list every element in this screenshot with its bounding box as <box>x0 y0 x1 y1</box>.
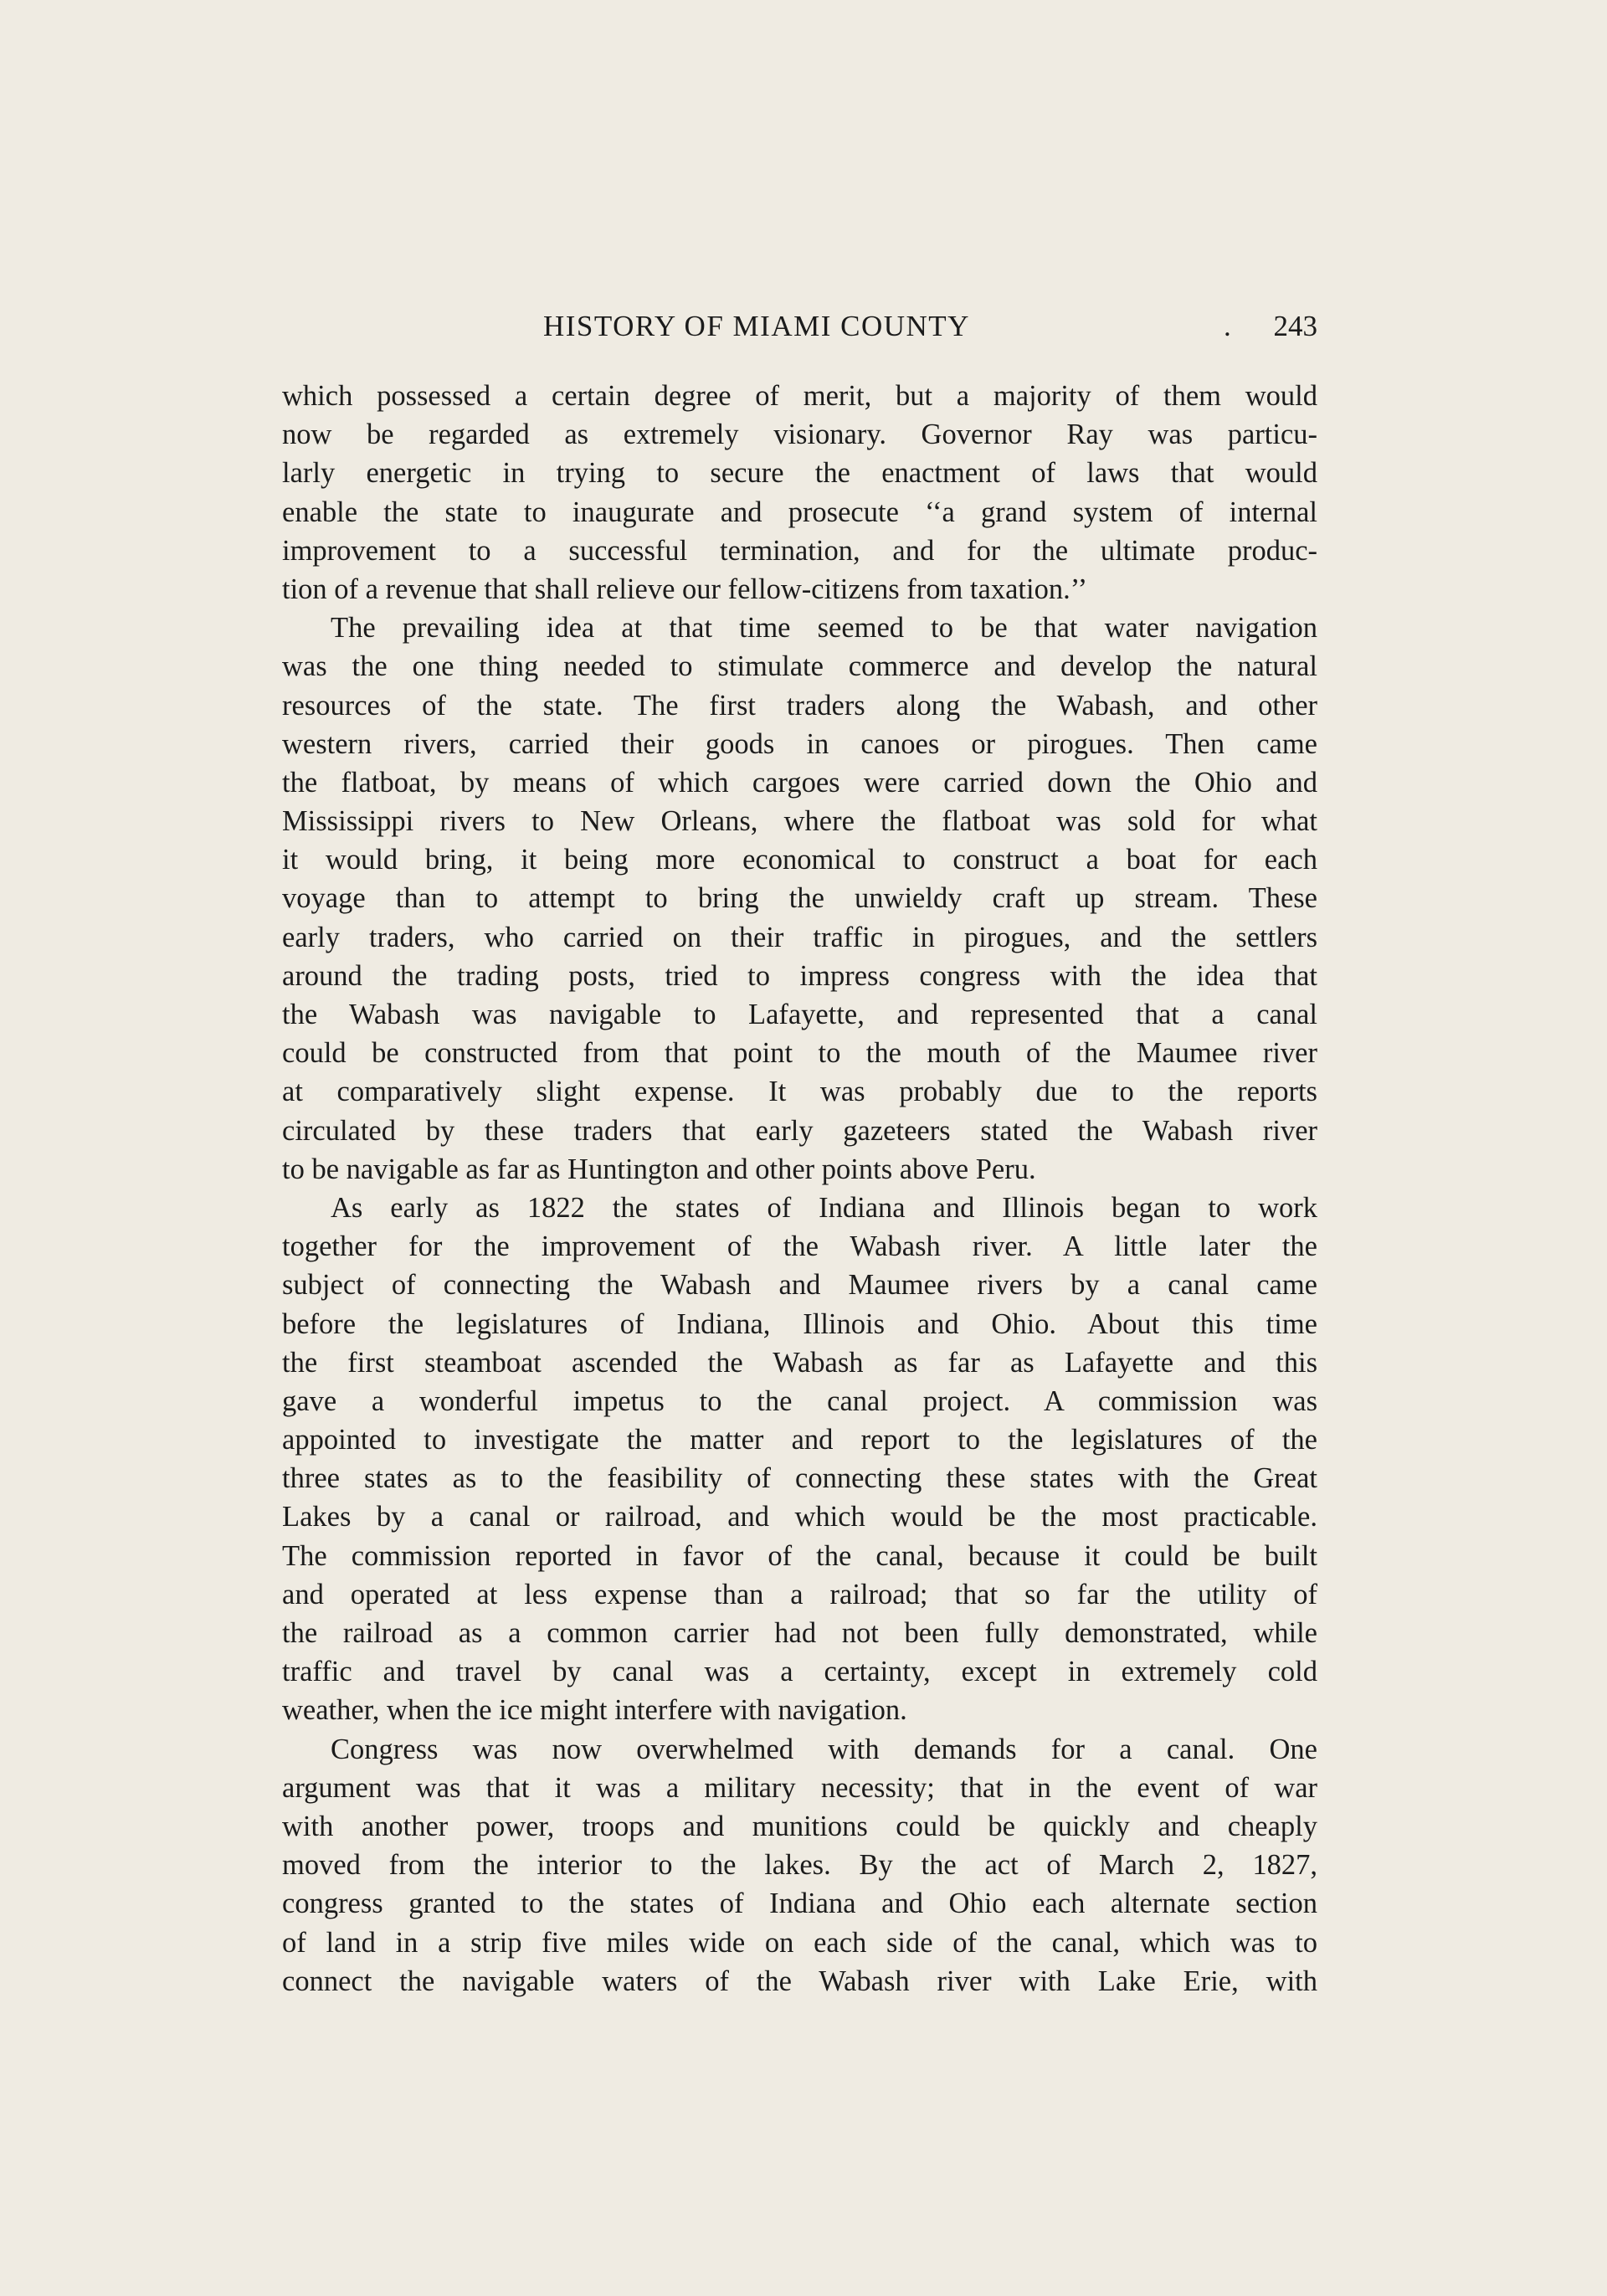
text-line: to be navigable as far as Huntington and other points above Peru. <box>282 1153 1036 1185</box>
text-line: three states as to the feasibility of connecting these states with the Great <box>282 1462 1317 1495</box>
text-line: tion of a revenue that shall relieve our fellow-citizens from taxation.’’ <box>282 573 1088 605</box>
text-line: was the one thing needed to stimulate commerce and develop the natural <box>282 650 1317 683</box>
text-line: gave a wonderful impetus to the canal project. A commission was <box>282 1384 1317 1417</box>
text-line: it would bring, it being more economical to construct a boat for each <box>282 844 1317 876</box>
text-line: the Wabash was navigable to Lafayette, and represented that a canal <box>282 999 1317 1030</box>
running-head-dot: . <box>1224 310 1233 342</box>
text-line: subject of connecting the Wabash and Maumee rivers by a canal came <box>282 1269 1317 1302</box>
paragraph-1 <box>282 377 1317 609</box>
text-line: could be constructed from that point to the mouth of the Maumee river <box>282 1037 1317 1070</box>
text-line: resources of the state. The first traders along the Wabash, and other <box>282 689 1317 722</box>
text-line: circulated by these traders that early gazeteers stated the Wabash river <box>282 1114 1317 1147</box>
paragraph-3 <box>282 1189 1317 1730</box>
text-line: enable the state to inaugurate and prosecute ‘‘a grand system of internal <box>282 496 1317 528</box>
text-line: around the trading posts, tried to impress congress with the idea that <box>282 959 1317 992</box>
text-line: congress granted to the states of Indiana and Ohio each alternate section <box>282 1888 1317 1920</box>
text-line: now be regarded as extremely visionary. Governor Ray was particu- <box>282 419 1317 451</box>
text-line: As early as 1822 the states of Indiana and Illinois began to work <box>331 1191 1317 1224</box>
text-line: and operated at less expense than a railroad; that so far the utility of <box>282 1578 1317 1610</box>
paragraph-4 <box>282 1730 1317 2001</box>
text-line: traffic and travel by canal was a certainty, except in extremely cold <box>282 1656 1317 1688</box>
paragraph-2 <box>282 609 1317 1189</box>
text-line: larly energetic in trying to secure the enactment of laws that would <box>282 457 1317 490</box>
running-head-title: HISTORY OF MIAMI COUNTY <box>543 310 970 342</box>
text-line: of land in a strip five miles wide on each side of the canal, which was to <box>282 1926 1317 1959</box>
running-head <box>282 310 1317 352</box>
text-line: which possessed a certain degree of merit, but a majority of them would <box>282 380 1317 412</box>
text-line: Mississippi rivers to New Orleans, where the flatboat was sold for what <box>282 805 1317 838</box>
text-line: Congress was now overwhelmed with demands for a canal. One <box>331 1733 1317 1765</box>
text-line: together for the improvement of the Wabash river. A little later the <box>282 1230 1317 1263</box>
text-line: the railroad as a common carrier had not been fully demonstrated, while <box>282 1617 1317 1649</box>
text-line: appointed to investigate the matter and report to the legislatures of the <box>282 1424 1317 1456</box>
text-line: voyage than to attempt to bring the unwieldy craft up stream. These <box>282 882 1317 915</box>
text-line: the first steamboat ascended the Wabash as far as Lafayette and this <box>282 1346 1317 1379</box>
text-line: weather, when the ice might interfere with navigation. <box>282 1694 907 1727</box>
text-line: argument was that it was a military necessity; that in the event of war <box>282 1771 1317 1804</box>
text-line: western rivers, carried their goods in canoes or pirogues. Then came <box>282 727 1317 760</box>
text-line: The commission reported in favor of the canal, because it could be built <box>282 1539 1317 1572</box>
text-line: at comparatively slight expense. It was probably due to the reports <box>282 1076 1317 1108</box>
body-text <box>282 377 1317 2001</box>
text-line: with another power, troops and munitions could be quickly and cheaply <box>282 1810 1317 1842</box>
page-number: 243 <box>1273 310 1317 342</box>
text-line: The prevailing idea at that time seemed to be that water navigation <box>331 612 1317 645</box>
text-line: improvement to a successful termination, and for the ultimate produc- <box>282 534 1317 567</box>
text-line: the flatboat, by means of which cargoes were carried down the Ohio and <box>282 766 1317 799</box>
text-line: before the legislatures of Indiana, Illinois and Ohio. About this time <box>282 1307 1317 1340</box>
text-line: moved from the interior to the lakes. By the act of March 2, 1827, <box>282 1849 1317 1882</box>
text-line: early traders, who carried on their traffic in pirogues, and the settlers <box>282 921 1317 953</box>
text-line: connect the navigable waters of the Wabash river with Lake Erie, with <box>282 1965 1317 1997</box>
text-line: Lakes by a canal or railroad, and which would be the most practicable. <box>282 1501 1317 1533</box>
